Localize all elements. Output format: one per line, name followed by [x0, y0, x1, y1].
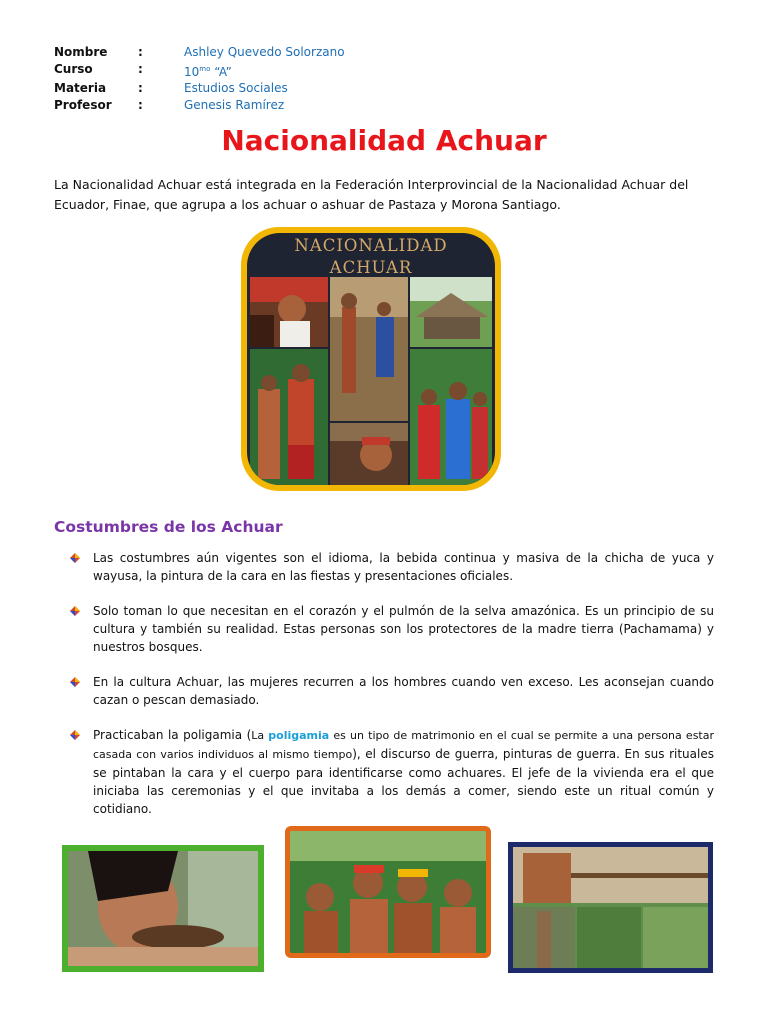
- info-colon: :: [138, 97, 143, 112]
- collage-photo-elder-paint: [330, 423, 408, 485]
- bullet-text: Las costumbres aún vigentes son el idioma, la bebida continua y masiva de la chicha de yuca y wayusa, la pintura de la cara en las fiestas y presentaciones oficiales.: [93, 551, 714, 583]
- info-colon: :: [138, 61, 143, 76]
- course-number: 10: [184, 64, 200, 79]
- info-row-nombre: [54, 44, 345, 61]
- bullet-text: En la cultura Achuar, las mujeres recurren a los hombres cuando ven exceso. Les aconsejan cuando cazan o pescan demasiado.: [93, 675, 714, 707]
- list-item: [66, 602, 714, 656]
- page-title: Nacionalidad Achuar: [221, 124, 547, 157]
- section-title: Costumbres de los Achuar: [54, 518, 283, 536]
- info-colon: :: [138, 81, 143, 95]
- collage-inner: [247, 233, 495, 485]
- info-row-profesor: [54, 97, 345, 114]
- diamond-bullet-icon: [70, 553, 80, 563]
- collage-title-line2: ACHUAR: [329, 258, 413, 277]
- diamond-bullet-icon: [70, 677, 80, 687]
- info-row-materia: [54, 80, 345, 97]
- list-item: [66, 549, 714, 585]
- info-label: Curso: [54, 61, 93, 76]
- info-label: Nombre: [54, 45, 108, 59]
- info-value-name: Ashley Quevedo Solorzano: [184, 45, 345, 59]
- customs-list: [66, 549, 714, 818]
- diamond-bullet-icon: [70, 606, 80, 616]
- info-label: Profesor: [54, 97, 112, 112]
- course-ordinal: mo: [199, 64, 211, 73]
- photo-woman-drinking: [62, 845, 264, 972]
- info-row-curso: [54, 61, 345, 81]
- collage-title-line1: NACIONALIDAD: [294, 236, 448, 255]
- bullet-text-part2: La: [251, 729, 269, 742]
- list-item: [66, 673, 714, 709]
- bullet-text-part3: es un tipo de matrimonio en el cual se permite a una persona estar casada con varios individuos al mismo tiempo: [93, 729, 714, 761]
- photo-children-group: [285, 826, 491, 958]
- collage-photo-warriors: [250, 349, 328, 485]
- photo-blowgun-forest: [508, 842, 713, 973]
- course-group: “A”: [210, 64, 232, 79]
- collage-photo-elder: [250, 277, 328, 347]
- student-info: [54, 44, 345, 113]
- collage-title: [247, 235, 495, 279]
- info-value-course: [184, 61, 232, 81]
- info-value-teacher: Genesis Ramírez: [184, 97, 285, 112]
- collage-photo-dance: [330, 277, 408, 421]
- collage-image: [241, 227, 501, 491]
- bullet-text-part4: ), el discurso de guerra, pinturas de guerra. En sus rituales se pintaban la cara y el cuerpo para identificarse como achuares. El jefe de la vivienda era el que iniciaba las ceremonias y el que invitaba a los demás a comer, siendo este un ritual común y cotidiano.: [93, 747, 714, 816]
- info-value-subject: Estudios Sociales: [184, 81, 288, 95]
- collage-photo-women: [410, 349, 492, 485]
- info-label: Materia: [54, 81, 107, 95]
- collage-photo-house: [410, 277, 492, 347]
- bullet-text: Solo toman lo que necesitan en el corazón y el pulmón de la selva amazónica. Es un principio de su cultura y también su realidad. Estas personas son los protectores de la madre tierra (Pachamama) y nuestros bosques.: [93, 604, 714, 654]
- list-item: [66, 726, 714, 818]
- poligamia-link[interactable]: poligamia: [268, 729, 330, 742]
- info-colon: :: [138, 45, 143, 59]
- diamond-bullet-icon: [70, 730, 80, 740]
- intro-paragraph: La Nacionalidad Achuar está integrada en la Federación Interprovincial de la Nacionalidad Achuar del Ecuador, Finae, que agrupa a los achuar o ashuar de Pastaza y Morona Santiago.: [54, 177, 689, 212]
- bullet-text-part1: Practicaban la poligamia (: [93, 728, 252, 742]
